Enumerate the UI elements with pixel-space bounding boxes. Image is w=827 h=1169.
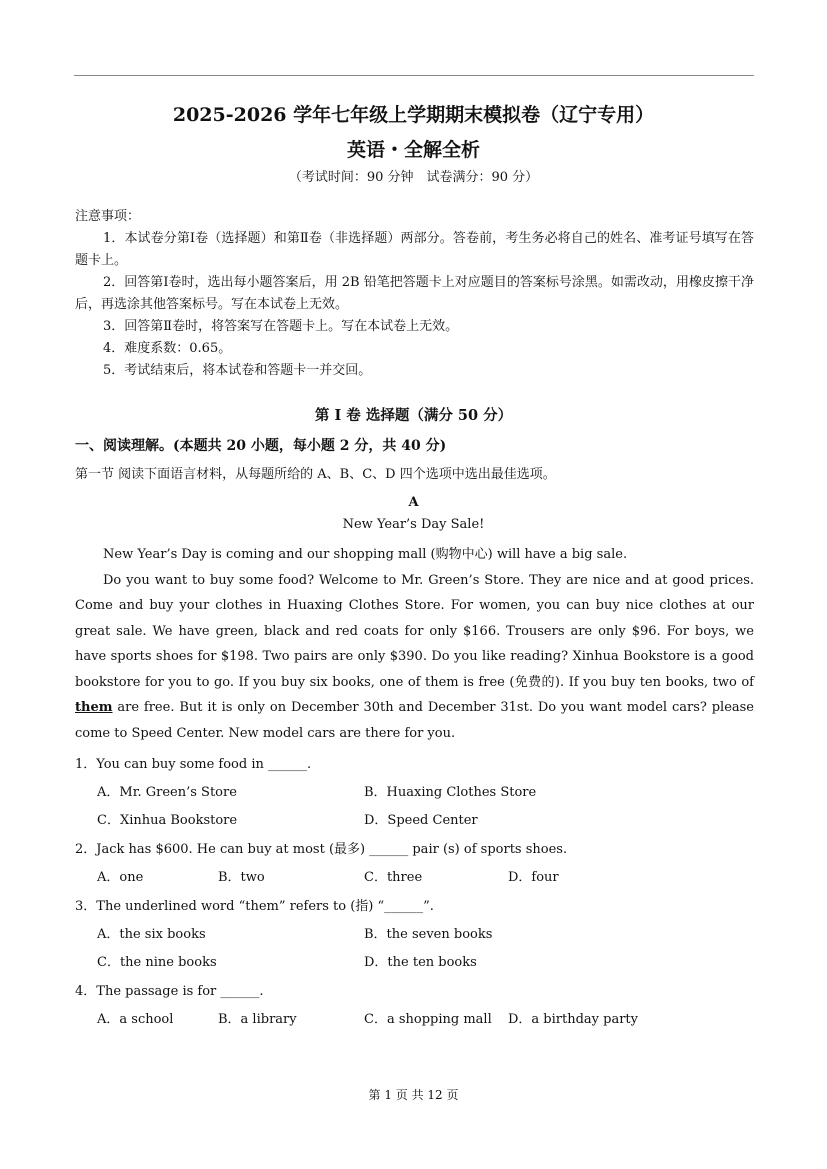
part-title: 第 I 卷 选择题（满分 50 分） [314, 407, 513, 424]
passage-paragraph: New Year’s Day is coming and our shopping mall (购物中心) will have a big sale. [103, 547, 628, 562]
passage-text: are free. But it is only on December 30th and December 31st. Do you want model cars? please come to Speed Center. New model cars are there for you. [75, 700, 754, 741]
answer-option[interactable]: A．one [97, 870, 144, 885]
section-title: 一、阅读理解。(本题共 20 小题，每小题 2 分，共 40 分) [75, 438, 447, 454]
answer-option[interactable]: B．two [218, 870, 265, 885]
question-stem: 2．Jack has $600. He can buy at most (最多) ______ pair (s) of sports shoes. [75, 842, 568, 857]
question-stem: 4．The passage is for ______. [75, 984, 264, 999]
document-subtitle: 英语・全解全析 [346, 139, 480, 161]
passage-body [75, 542, 754, 746]
answer-option[interactable]: C．the nine books [97, 955, 217, 970]
question-stem: 3．The underlined word “them” refers to (指) “______”. [75, 899, 434, 914]
note-item: 3．回答第Ⅱ卷时，将答案写在答题卡上。写在本试卷上无效。 [103, 319, 459, 334]
note-item: 1．本试卷分第Ⅰ卷（选择题）和第Ⅱ卷（非选择题）两部分。答卷前，考生务必将自己的姓名、准考证号填写在答题卡上。 [75, 231, 754, 268]
answer-option[interactable]: A．Mr. Green’s Store [97, 785, 237, 800]
passage-letter: A [408, 495, 419, 510]
note-item: 2．回答第Ⅰ卷时，选出每小题答案后，用 2B 铅笔把答题卡上对应题目的答案标号涂黑。如需改动，用橡皮擦干净后，再选涂其他答案标号。写在本试卷上无效。 [75, 275, 754, 312]
page-number: 第 1 页 共 12 页 [368, 1088, 459, 1102]
answer-option[interactable]: D．the ten books [364, 955, 477, 970]
answer-option[interactable]: B．a library [218, 1012, 297, 1027]
notes-list [75, 228, 754, 382]
note-item: 5．考试结束后，将本试卷和答题卡一并交回。 [103, 363, 372, 378]
header-rule [74, 75, 754, 76]
answer-option[interactable]: A．a school [97, 1012, 174, 1027]
notes-heading: 注意事项： [75, 209, 141, 224]
answer-option[interactable]: C．a shopping mall [364, 1012, 492, 1027]
answer-option[interactable]: C．three [364, 870, 423, 885]
question-stem: 1．You can buy some food in ______. [75, 757, 312, 772]
answer-option[interactable]: D．four [508, 870, 559, 885]
section-instructions: 第一节 阅读下面语言材料，从每题所给的 A、B、C、D 四个选项中选出最佳选项。 [75, 467, 556, 482]
underlined-word: them [75, 700, 113, 715]
answer-option[interactable]: B．Huaxing Clothes Store [364, 785, 537, 800]
document-title: 2025-2026 学年七年级上学期期末模拟卷（辽宁专用） [172, 104, 655, 126]
passage-paragraph [75, 568, 754, 747]
answer-option[interactable]: C．Xinhua Bookstore [97, 813, 238, 828]
answer-option[interactable]: B．the seven books [364, 927, 493, 942]
answer-option[interactable]: A．the six books [97, 927, 206, 942]
note-item: 4．难度系数：0.65。 [103, 341, 232, 356]
passage-title: New Year’s Day Sale! [342, 517, 485, 532]
answer-option[interactable]: D．a birthday party [508, 1012, 639, 1027]
exam-info: （考试时间：90 分钟 试卷满分：90 分） [288, 170, 539, 185]
answer-option[interactable]: D．Speed Center [364, 813, 478, 828]
passage-text: Do you want to buy some food? Welcome to Mr. Green’s Store. They are nice and at good prices. Come and buy your clothes in Huaxing Clothes Store. For women, you can buy nice clothes at our great sale. We have green, black and red coats for only $166. Trousers are only $96. For boys, we have sports shoes for $198. Two pairs are only $390. Do you like reading? Xinhua Bookstore is a good bookstore for you to go. If you buy six books, one of them is free (免费的). If you buy ten books, two of [75, 572, 754, 690]
